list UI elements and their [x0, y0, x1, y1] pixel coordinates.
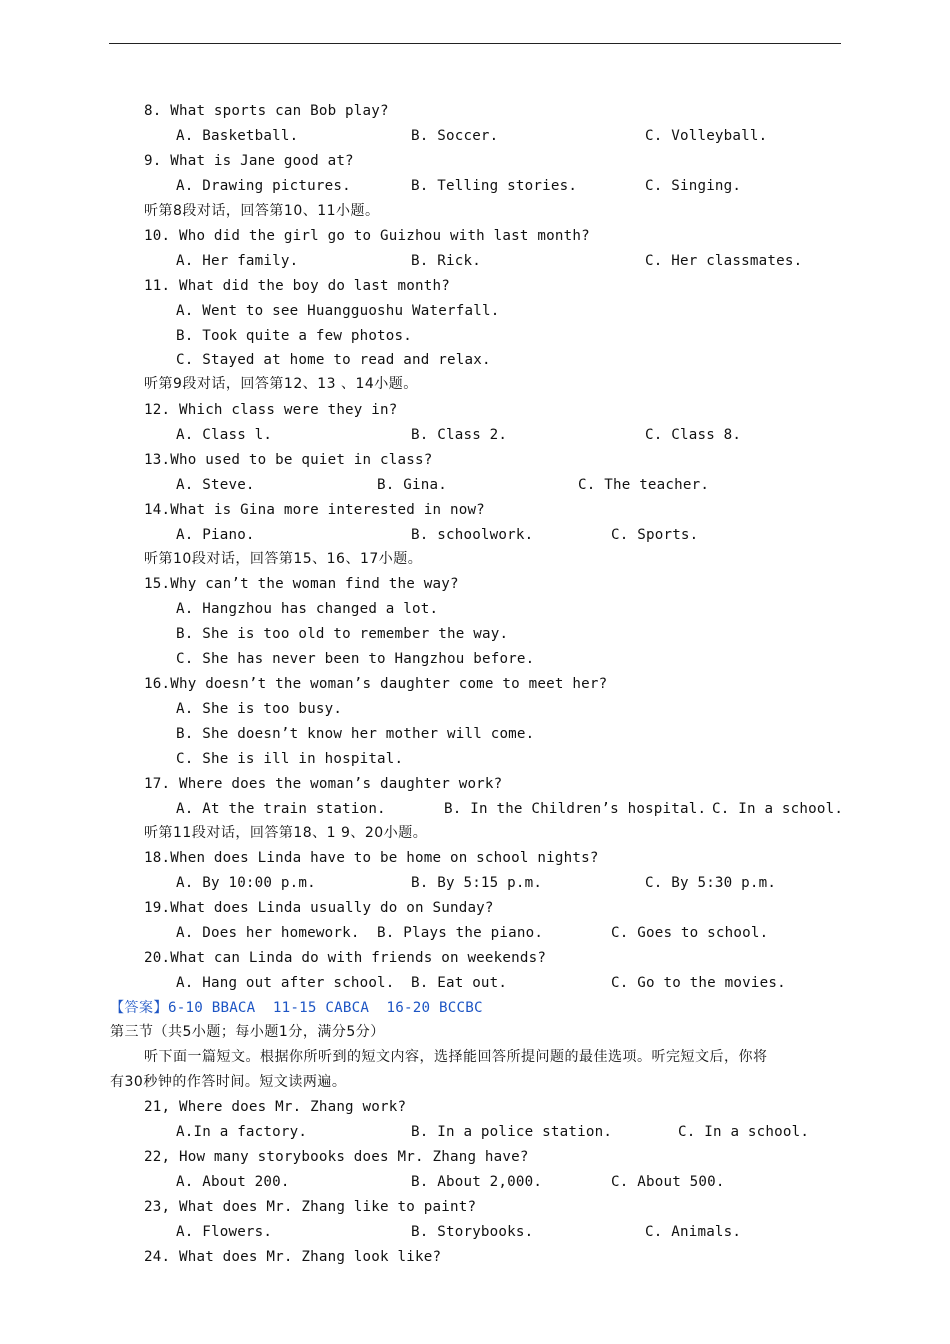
option-15a: A. Hangzhou has changed a lot.	[176, 601, 439, 617]
answer-label: 【答案】	[110, 1000, 168, 1016]
question-20: 20.What can Linda do with friends on weekends?	[144, 950, 547, 966]
option-23a: A. Flowers.	[176, 1224, 273, 1240]
question-10: 10. Who did the girl go to Guizhou with last month?	[144, 228, 590, 244]
option-20b: B. Eat out.	[411, 975, 508, 991]
option-18c: C. By 5:30 p.m.	[645, 875, 777, 891]
option-16b: B. She doesn’t know her mother will come.	[176, 726, 535, 742]
option-16c: C. She is ill in hospital.	[176, 751, 404, 767]
option-12b: B. Class 2.	[411, 427, 508, 443]
option-12a: A. Class l.	[176, 427, 273, 443]
question-21: 21, Where does Mr. Zhang work?	[144, 1099, 407, 1115]
dialogue-8-heading: 听第8段对话，回答第10、11小题。	[144, 203, 380, 219]
option-18b: B. By 5:15 p.m.	[411, 875, 543, 891]
option-16a: A. She is too busy.	[176, 701, 343, 717]
question-9: 9. What is Jane good at?	[144, 153, 354, 169]
answer-key	[110, 998, 483, 1018]
option-20a: A. Hang out after school.	[176, 975, 395, 991]
question-13: 13.Who used to be quiet in class?	[144, 452, 433, 468]
option-9a: A. Drawing pictures.	[176, 178, 351, 194]
option-9c: C. Singing.	[645, 178, 742, 194]
question-24: 24. What does Mr. Zhang look like?	[144, 1249, 442, 1265]
header-rule	[109, 43, 841, 44]
option-22c: C. About 500.	[611, 1174, 725, 1190]
option-17a: A. At the train station.	[176, 801, 386, 817]
question-22: 22, How many storybooks does Mr. Zhang have?	[144, 1149, 529, 1165]
option-11c: C. Stayed at home to read and relax.	[176, 352, 491, 368]
section-3-heading: 第三节（共5小题；每小题1分，满分5分）	[110, 1024, 385, 1040]
option-13c: C. The teacher.	[578, 477, 710, 493]
question-17: 17. Where does the woman’s daughter work?	[144, 776, 503, 792]
option-8b: B. Soccer.	[411, 128, 499, 144]
question-12: 12. Which class were they in?	[144, 402, 398, 418]
option-14c: C. Sports.	[611, 527, 699, 543]
option-11b: B. Took quite a few photos.	[176, 328, 413, 344]
question-19: 19.What does Linda usually do on Sunday?	[144, 900, 494, 916]
answer-text: 6-10 BBACA 11-15 CABCA 16-20 BCCBC	[168, 1000, 483, 1016]
option-14b: B. schoolwork.	[411, 527, 534, 543]
option-17c: C. In a school.	[712, 801, 844, 817]
option-23b: B. Storybooks.	[411, 1224, 534, 1240]
option-10c: C. Her classmates.	[645, 253, 803, 269]
option-19b: B. Plays the piano.	[377, 925, 544, 941]
option-9b: B. Telling stories.	[411, 178, 578, 194]
dialogue-10-heading: 听第10段对话，回答第15、16、17小题。	[144, 551, 423, 567]
question-16: 16.Why doesn’t the woman’s daughter come to meet her?	[144, 676, 608, 692]
option-12c: C. Class 8.	[645, 427, 742, 443]
option-8c: C. Volleyball.	[645, 128, 768, 144]
option-10a: A. Her family.	[176, 253, 299, 269]
option-21c: C. In a school.	[678, 1124, 810, 1140]
option-18a: A. By 10:00 p.m.	[176, 875, 316, 891]
option-20c: C. Go to the movies.	[611, 975, 786, 991]
option-13b: B. Gina.	[377, 477, 447, 493]
option-8a: A. Basketball.	[176, 128, 299, 144]
option-15b: B. She is too old to remember the way.	[176, 626, 509, 642]
section-3-instructions-line2: 有30秒钟的作答时间。短文读两遍。	[110, 1074, 347, 1090]
option-14a: A. Piano.	[176, 527, 255, 543]
question-15: 15.Why can’t the woman find the way?	[144, 576, 459, 592]
option-23c: C. Animals.	[645, 1224, 742, 1240]
question-11: 11. What did the boy do last month?	[144, 278, 450, 294]
option-21a: A.In a factory.	[176, 1124, 308, 1140]
option-19c: C. Goes to school.	[611, 925, 769, 941]
option-13a: A. Steve.	[176, 477, 255, 493]
option-11a: A. Went to see Huangguoshu Waterfall.	[176, 303, 500, 319]
question-14: 14.What is Gina more interested in now?	[144, 502, 485, 518]
option-22b: B. About 2,000.	[411, 1174, 543, 1190]
option-10b: B. Rick.	[411, 253, 481, 269]
question-23: 23, What does Mr. Zhang like to paint?	[144, 1199, 477, 1215]
question-18: 18.When does Linda have to be home on school nights?	[144, 850, 599, 866]
option-22a: A. About 200.	[176, 1174, 290, 1190]
dialogue-11-heading: 听第11段对话，回答第18、1 9、20小题。	[144, 825, 428, 841]
option-19a: A. Does her homework.	[176, 925, 360, 941]
question-8: 8. What sports can Bob play?	[144, 103, 389, 119]
option-17b: B. In the Children’s hospital.	[444, 801, 707, 817]
option-15c: C. She has never been to Hangzhou before.	[176, 651, 535, 667]
dialogue-9-heading: 听第9段对话，回答第12、13 、14小题。	[144, 376, 418, 392]
option-21b: B. In a police station.	[411, 1124, 613, 1140]
section-3-instructions-line1: 听下面一篇短文。根据你所听到的短文内容，选择能回答所提问题的最佳选项。听完短文后，你将	[144, 1049, 768, 1065]
